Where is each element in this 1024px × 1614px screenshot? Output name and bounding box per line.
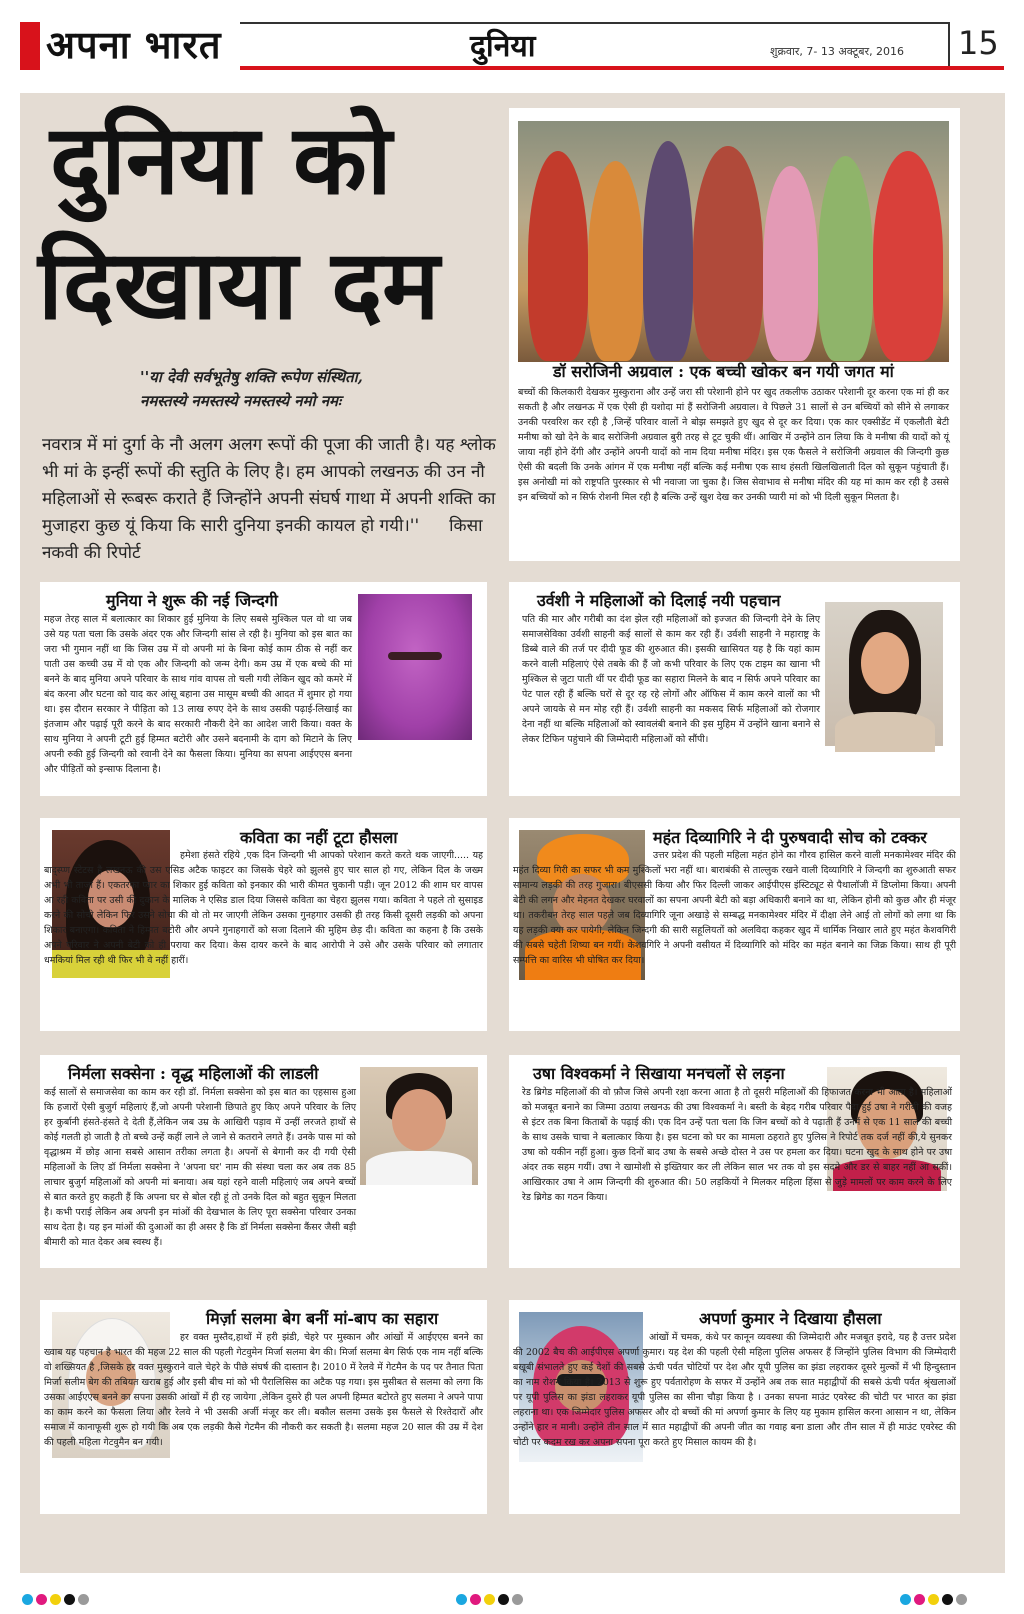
muniya-photo <box>358 594 472 740</box>
story-title: मुनिया ने शुरू की नई जिन्दगी <box>106 591 278 610</box>
nirmala-photo <box>360 1067 478 1185</box>
footer-color-dots-right <box>900 1590 970 1609</box>
story-card-aparna <box>509 1300 960 1514</box>
story-body: हर वक्त मुस्तैद,हाथों में हरी झंडी, चेहरे पर मुस्कान और आंखों में आईएएस बनने का ख्वाब यह पहचान है भारत की महज 22 साल की पहली गेटवुमेन मिर्जा सलमा बेग की। मिर्जा सलमा बेग सिर्फ एक नाम नहीं बल्कि वो शख्सियत है ,जिसके हर वक्त मुस्कुराने वाले चेहरे के पीछे संघर्ष की दास्तान है। 2010 में रेलवे में गेटमैन के पद पर तैनात पिता मिर्जा सलीम बेग की तबियत खराब हुई और इसी बीच मां को भी पैरालिसिस का अटैक पड़ गया। इस मुसीबत से सलमा को लगा कि उसका आईएएस बनने का सपना उसकी आंखों में ही रह जायेगा ,लेकिन दुसरे ही पल अपनी हिम्मत बटोरते हुए सलमा ने अपने पापा का काम करने का फैसला लिया और रेलवे ने भी उसकी अर्जी मंजूर कर ली। बकौल सलमा उसके इस फैसले से रिश्तेदारों और समाज में कानाफूसी शुरू हो गयी कि अब एक लड़की कैसे गेटमैन की नौकरी कर सकती है। सलमा महज 20 साल की उम्र में देश की पहली महिला गेटवुमैन बन गयी। <box>44 1332 483 1448</box>
story-title: मिर्ज़ा सलमा बेग बनीं मां-बाप का सहारा <box>206 1309 439 1328</box>
story-title: डॉ सरोजिनी अग्रवाल : एक बच्ची खोकर बन गयी जगत मां <box>553 362 894 381</box>
quote-line: नमस्तस्ये नमस्तस्ये नमस्तस्ये नमो नमः <box>140 392 342 410</box>
story-title: अपर्णा कुमार ने दिखाया हौसला <box>699 1309 882 1328</box>
section-title: दुनिया <box>470 29 536 64</box>
registration-dot <box>50 1594 61 1605</box>
story-body: हमेशा हंसते रहिये ,एक दिन जिन्दगी भी आपको परेशान करते करते थक जाएगी..... यह बाद्स्प्ण स्टेटस है लखनऊ की उस एसिड अटैक फाइटर का जिसके चेहरे को झुलसे हुए चार साल हो गए, लेकिन दिल के जख्म अभी भी ताजा हैं। एकतरफा प्यार का शिकार हुई कविता को इनकार की भारी कीमत चुकानी पड़ी। जून 2012 की शाम घर वापस आ रही कविता पर उसी की दुकान के मालिक ने एसिड डाल दिया जिससे कविता का चेहरा झुलस गया। कविता ने पहले तो सुसाइड करने की सोची लेकिन फिर उसने सोचा की वो तो मर जाएगी लेकिन उसका गुनहगार उसकी ही तरह किसी दूसरी लड़की को अपना शिकार बनाएगा। कविता ने हिम्मत बटोरी और अपने गुनाहगारों को सजा दिलाने की मुहिम छेड़ दी। कविता का कहना है कि उसके अपने परिवार ने अपनी बेटी को ही पराया कर दिया। केस दायर करने के बाद आरोपी ने उसे और उसके परिवार को लगातार धमकियां मिल रही थी फिर भी वे नहीं हारीं। <box>44 850 483 966</box>
header-red-rule <box>240 66 1004 70</box>
story-card-nirmala <box>40 1055 487 1268</box>
registration-dot <box>78 1594 89 1605</box>
registration-dot <box>956 1594 967 1605</box>
registration-dot <box>928 1594 939 1605</box>
story-card-urvashi <box>509 582 960 796</box>
quote-line: ''या देवी सर्वभूतेषु शक्ति रूपेण संस्थिता, <box>140 368 363 386</box>
registration-dot <box>512 1594 523 1605</box>
main-shloka-quote <box>140 365 500 413</box>
registration-dot <box>498 1594 509 1605</box>
story-card-salma <box>40 1300 487 1514</box>
story-body: रेड ब्रिगेड महिलाओं की वो फ़ौज जिसे अपनी रक्षा करना आता है तो दूसरी महिलाओं की हिफाजत करना भी आता है। महिलाओं को मजबूत बनाने का जिम्मा उठाया लखनऊ की उषा विश्वकर्मा ने। बस्ती के बेहद गरीब परिवार पैदा हुई उषा ने गरीबी की वजह से इंटर तक बिना किताबों के पढ़ाई की। एक दिन उन्हें पता चला कि जिन बच्चों को वे पढ़ाती हैं उनमें से एक 11 साल की बच्ची के साथ उसके चाचा ने बलात्कार किया है। इस घटना को घर का मामला ठहराते हुए पुलिस ने रिपोर्ट तक दर्ज नहीं की,ये सुनकर उषा को यकीन नहीं हुआ। कुछ दिनों बाद उषा के सबसे अच्छे दोस्त ने उस पर हमला कर दिया। घटना खुद के साथ होने पर उषा अंदर तक सहम गयीं। उषा ने खामोशी से इख्तियार कर ली लेकिन साल भर तक वो इस सदमे और डर से बाहर नहीं आ सकीं। आखिरकार उषा ने आम जिन्दगी की शुरुआत की। 50 लड़कियों ने मिलकर महिला हिंसा से जुड़े मामलों पर काम करने के लिए रेड ब्रिगेड का गठन किया। <box>522 1087 952 1203</box>
intro-text: नवरात्र में मां दुर्गा के नौ अलग अलग रूपों की पूजा की जाती है। यह श्लोक भी मां के इन्हीं रूपों की स्तुति के लिए है। हम आपको लखनऊ की उन नौ महिलाओं से रूबरू कराते हैं जिन्होंने अपनी संघर्ष गाथा में अपनी शक्ति का मुजाहरा कुछ यूं किया कि सारी दुनिया इनकी कायल हो गयी।'' <box>42 435 496 536</box>
registration-dot <box>36 1594 47 1605</box>
story-card-sarojini <box>509 108 960 561</box>
story-title: महंत दिव्यागिरि ने दी पुरुषवादी सोच को टक्कर <box>653 828 927 847</box>
story-title: उर्वशी ने महिलाओं को दिलाई नयी पहचान <box>537 591 781 610</box>
brand-red-block <box>20 22 40 70</box>
registration-dot <box>942 1594 953 1605</box>
urvashi-photo <box>825 602 943 746</box>
registration-dot <box>470 1594 481 1605</box>
main-intro-paragraph <box>42 432 502 567</box>
footer-color-dots-left <box>22 1590 92 1609</box>
story-body: आंखों में चमक, कंधे पर कानून व्यवस्था की जिम्मेदारी और मजबूत इरादे, यह है उत्तर प्रदेश की 2002 बैच की आईपीएस अपर्णा कुमार। यह देश की पहली ऐसी महिला पुलिस अफसर हैं जिन्होंने पुलिस विभाग की जिम्मेदारी बखूबी संभालते हुए कई देशों की सबसे ऊंची पर्वत चोटियों पर देश और यूपी पुलिस का झंडा लहराकर दूसरे मुल्कों में भी हिन्दुस्तान का नाम रोशन किया है। 2013 से शुरू हुए पर्वतारोहण के सफर में उन्होंने अब तक सात महाद्वीपों की सबसे ऊंची पर्वत श्रृंखलाओं पर यूपी पुलिस का झंडा लहराकर यूपी पुलिस का सीना चौड़ा किया है । उनका सपना माउंट एवरेस्ट की चोटी पर भारत का झंडा लहराना था। एक जिम्मेदार पुलिस अफसर और दो बच्चों की मां अपर्णा कुमार के लिए यह मुकाम हासिल करना आसान न था, लेकिन उन्होंने हार न मानी। उन्होंने तीन साल में सात महाद्वीपों की अपनी जीत का गवाह बना डाला और तीन साल में ही माउंट एवरेस्ट की चोटी पर कदम रख कर अपना सपना पूरा करते हुए मिसाल कायम की है। <box>513 1332 956 1448</box>
issue-date: शुक्रवार, 7- 13 अक्टूबर, 2016 <box>770 45 905 58</box>
byline: किसा नकवी की रिपोर्ट <box>42 516 483 563</box>
story-card-muniya <box>40 582 487 796</box>
registration-dot <box>914 1594 925 1605</box>
main-headline-line1: दुनिया को <box>50 104 392 216</box>
story-title: निर्मला सक्सेना : वृद्ध महिलाओं की लाडली <box>68 1064 319 1083</box>
registration-dot <box>900 1594 911 1605</box>
sarojini-group-photo <box>518 121 949 362</box>
registration-dot <box>64 1594 75 1605</box>
page-number: 15 <box>958 24 999 62</box>
story-body: कई सालों से समाजसेवा का काम कर रही डॉ. निर्मला सक्सेना को इस बात का एहसास हुआ कि हजारों ऐसी बुजुर्ग महिलाएं हैं,जो अपनी परेशानी छिपाते हुए किए अपने परिवार के लिए हर कुर्बानी हंसते-हंसते दे देती हैं,लेकिन जब उम्र के आखिरी पड़ाव में उन्हीं लरजते हाथों से कोई गलती हो जाती है तो बच्चे उन्हें कहीं लाने ले जाने से कतराने लगते हैं। उनके पास मां को वृद्धाश्रम में छोड़ आना सबसे आसान तरीका लगता है। अपनों से बेगानी कर दी गयी ऐसी महिलाओं के लिए डॉ निर्मला सक्सेना ने 'अपना घर' नाम की संस्था चला कर अब तक 85 लाचार बुजुर्ग महिलाओं को अपनी मां बनाया। अब यहां रहने वाली महिलाएं जब अपने बच्चों से बात करते हुए कहती हैं कि अपना घर से बोल रही हूं तो उनके दिल को बहुत सुकून मिलता है। कभी पराई लेकिन अब अपनी इन मांओं की देखभाल के लिए पूरा सक्सेना परिवार उनका साथ देता है। यह इन मांओं की दुआओं का ही असर है कि डॉ निर्मला सक्सेना कैंसर जैसी बड़ी बीमारी को मात देकर अब स्वस्थ हैं। <box>44 1087 356 1248</box>
story-card-divyagiri <box>509 818 960 1031</box>
story-title: उषा विश्वकर्मा ने सिखाया मनचलों से लड़ना <box>533 1064 785 1083</box>
story-body: महज तेरह साल में बलात्कार का शिकार हुई मुनिया के लिए सबसे मुश्किल पल वो था जब उसे यह पता चला कि उसके अंदर एक और जिन्दगी सांस ले रही है। मुनिया को इस बात का जरा भी गुमान नहीं था कि जिस उम्र में वो अपनी मां के बिना कोई काम ठीक से नहीं कर पाती उस कच्ची उम्र में वो एक और जिन्दगी को जन्म देगी। कम उम्र में एक बच्चे की मां बनने के बाद मुनिया अपने परिवार के साथ गांव वापस तो चली गयी लेकिन खुद को कमरे में बंद करना और घटना को याद कर आंसू बहाना उस मासूम बच्ची की आदत में शुमार हो गया था। इस दौरान सरकार ने पीड़िता को 13 लाख रुपए देने के साथ उसकी पढ़ाई-लिखाई का इंतजाम और पढ़ाई पूरी करने के बाद सरकारी नौकरी देने का आदेश जारी किया। वक्त के साथ मुनिया ने अपनी टूटी हुई हिम्मत बटोरी और उसने बदनामी के दाग को मिटाने के लिए अपनी रुकी हुई जिन्दगी को रवानी देने का फैसला किया। मुनिया का सपना आईएएस बनना और पीड़ितों को इन्साफ दिलाना है। <box>44 614 352 775</box>
main-headline-line2: दिखाया दम <box>38 229 440 341</box>
story-body: पति की मार और गरीबी का दंश झेल रही महिलाओं को इज्जत की जिन्दगी देने के लिए समाजसेविका उर्वशी साहनी कई सालों से काम कर रही हैं। उर्वशी साहनी ने महाराष्ट्र के डिब्बे वाले की तर्ज पर दीदी फूड की शुरुआत की। इसकी खासियत यह है कि यहां काम करने वाली महिलाएं ऐसे तबके की हैं जो कभी परिवार के लिए एक टाइम का खाना भी मुश्किल से जुटा पाती थीं पर दीदी फूड का सहारा मिलने के बाद न सिर्फ अपने परिवार का पेट पाल रही हैं बल्कि घरों से दूर रह रहे लोगों और ऑफिस में काम करने वालों का भी अपने जायके से मन मोह रही हैं। उर्वशी साहनी का मकसद सिर्फ महिलाओं को रोजगार देना नहीं था बल्कि महिलाओं को स्वावलंबी बनाने की इस मुहिम में उन्होंने खाना बनाने से लेकर टिफिन पहुंचाने की जिम्मेदारी महिलाओं को सौंपी। <box>522 614 820 745</box>
registration-dot <box>22 1594 33 1605</box>
registration-dot <box>484 1594 495 1605</box>
page-number-divider <box>948 22 950 66</box>
story-body: बच्चों की किलकारी देखकर मुस्कुराना और उन्हें जरा सी परेशानी होने पर खुद तकलीफ उठाकर परेशानी दूर करना एक मां ही कर सकती है और लखनऊ में एक ऐसी ही यशोदा मां हैं सरोजिनी अग्रवाल। वे पिछले 31 सालों से उन बच्चियों को सीने से लगाकर उनकी परवरिश कर रही है ,जिन्हें परिवार वालों ने बोझ समझते हुए खुद से दूर कर दिया। एक कार एक्सीडेंट में एकलौती बेटी मनीषा को खो देने के बाद सरोजिनी अग्रवाल बुरी तरह से टूट चुकी थीं। आखिर में उन्होंने ठान लिया कि वे मनीषा की यादों को यूं जाया नहीं होने देंगी और उन्होंने अपनी यादों को नाम दिया मनीषा मंदिर। इस एक फैसले ने सरोजिनी अग्रवाल की जिन्दगी कुछ ऐसी की बदली कि उनके आंगन में एक मनीषा नहीं बल्कि कई मनीषा एक साथ हंसती खिलखिलाती दिल को सुकून पहुंचाती हैं। इस अनोखी मां को राष्ट्रपति पुरस्कार से भी नवाजा जा चुका है। जिस सेवाभाव से मनीषा मंदिर की यह मां काम कर रही है उससे इन बच्चियों को न सिर्फ रोशनी मिल रही है बल्कि उन्हें खुश देख कर उनकी प्यारी मां को भी दिली सुकून मिलता है। <box>518 387 949 503</box>
story-body: उत्तर प्रदेश की पहली महिला महंत होने का गौरव हासिल करने वाली मनकामेश्वर मंदिर की महंत दिव्या गिरी का सफर भी कम मुश्किलों भरा नहीं था। बाराबंकी से ताल्लुक रखने वाली दिव्यागिरि ने जिन्दगी का शुरुआती सफर सामान्य लड़की की तरह गुजारा। बीएससी किया और फिर दिल्ली जाकर आईपीएस इंस्टिट्यूट से पैथालॉजी में डिप्लोमा किया। अपनी बेटी की लगन और मेहनत देखकर घरवालों का सपना अपनी बेटी को बड़ा अधिकारी बनाने का था, लेकिन होनी को कुछ और ही मंजूर था। तकरीबन तेरह साल पहले जब दिव्यागिरि जूना अखाड़े से सम्बद्ध मनकामेश्वर मंदिर में दीक्षा लेने आई तो लोगों को लगा था कि यह लड़की क्या कर पायेगी, लेकिन जिन्दगी की सारी सहूलियतों को अलविदा कहकर खुद में धार्मिक निखार लाते हुए महंत केशवगिरी की सबसे चहेती शिष्या बन गयीं। केशवगिरि ने अपनी वसीयत में दिव्यागिरि को मंदिर का महंत बनाने का जिक्र किया। साथ ही पूरी सम्पत्ति का वारिस भी घोषित कर दिया। <box>513 850 956 966</box>
footer-color-dots-center <box>456 1590 526 1609</box>
story-card-usha <box>509 1055 960 1268</box>
registration-dot <box>456 1594 467 1605</box>
brand-logo: अपना भारत <box>46 22 222 67</box>
story-title: कविता का नहीं टूटा हौसला <box>240 828 398 847</box>
header-top-rule <box>240 22 948 24</box>
story-card-kavita <box>40 818 487 1031</box>
